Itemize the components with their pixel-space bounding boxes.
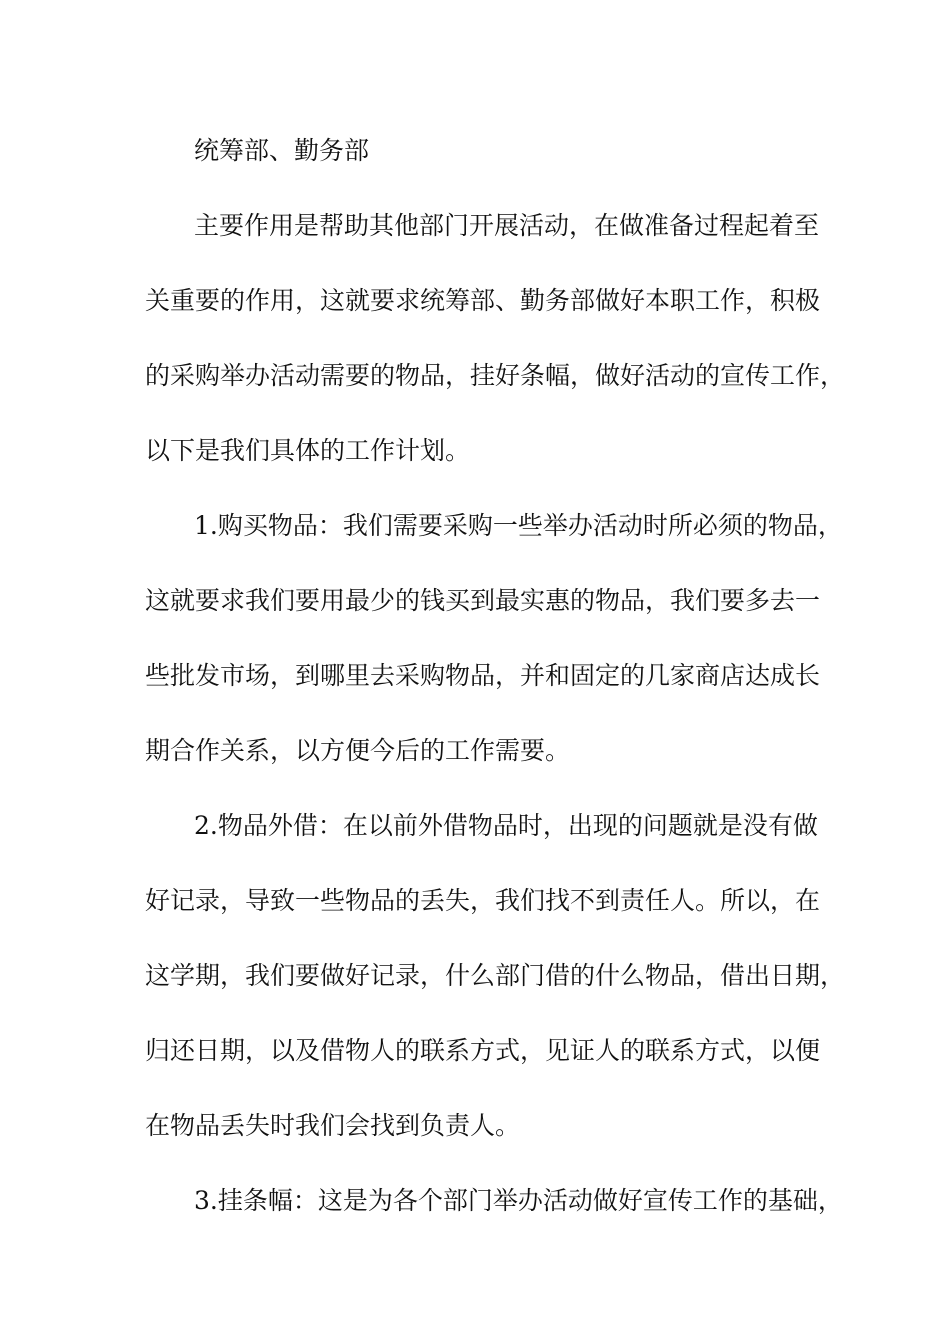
paragraph-line: 主要作用是帮助其他部门开展活动，在做准备过程起着至 bbox=[194, 211, 820, 240]
paragraph-line: 归还日期，以及借物人的联系方式，见证人的联系方式，以便 bbox=[145, 1036, 821, 1065]
paragraph-line: 以下是我们具体的工作计划。 bbox=[145, 436, 471, 465]
section-heading: 统筹部、勤务部 bbox=[194, 136, 370, 165]
paragraph-line: 这就要求我们要用最少的钱买到最实惠的物品，我们要多去一 bbox=[145, 586, 821, 615]
paragraph-line: 1.购买物品：我们需要采购一些举办活动时所必须的物品， bbox=[194, 511, 843, 540]
paragraph-line: 好记录，导致一些物品的丢失，我们找不到责任人。所以，在 bbox=[145, 886, 821, 915]
paragraph-line: 的采购举办活动需要的物品，挂好条幅，做好活动的宣传工作， bbox=[145, 361, 846, 390]
paragraph-line: 关重要的作用，这就要求统筹部、勤务部做好本职工作，积极 bbox=[145, 286, 821, 315]
paragraph-line: 2.物品外借：在以前外借物品时，出现的问题就是没有做 bbox=[194, 811, 818, 840]
paragraph-line: 3.挂条幅：这是为各个部门举办活动做好宣传工作的基础， bbox=[194, 1186, 843, 1215]
paragraph-line: 在物品丢失时我们会找到负责人。 bbox=[145, 1111, 521, 1140]
paragraph-line: 这学期，我们要做好记录，什么部门借的什么物品，借出日期， bbox=[145, 961, 846, 990]
paragraph-line: 期合作关系，以方便今后的工作需要。 bbox=[145, 736, 571, 765]
paragraph-line: 些批发市场，到哪里去采购物品，并和固定的几家商店达成长 bbox=[145, 661, 821, 690]
